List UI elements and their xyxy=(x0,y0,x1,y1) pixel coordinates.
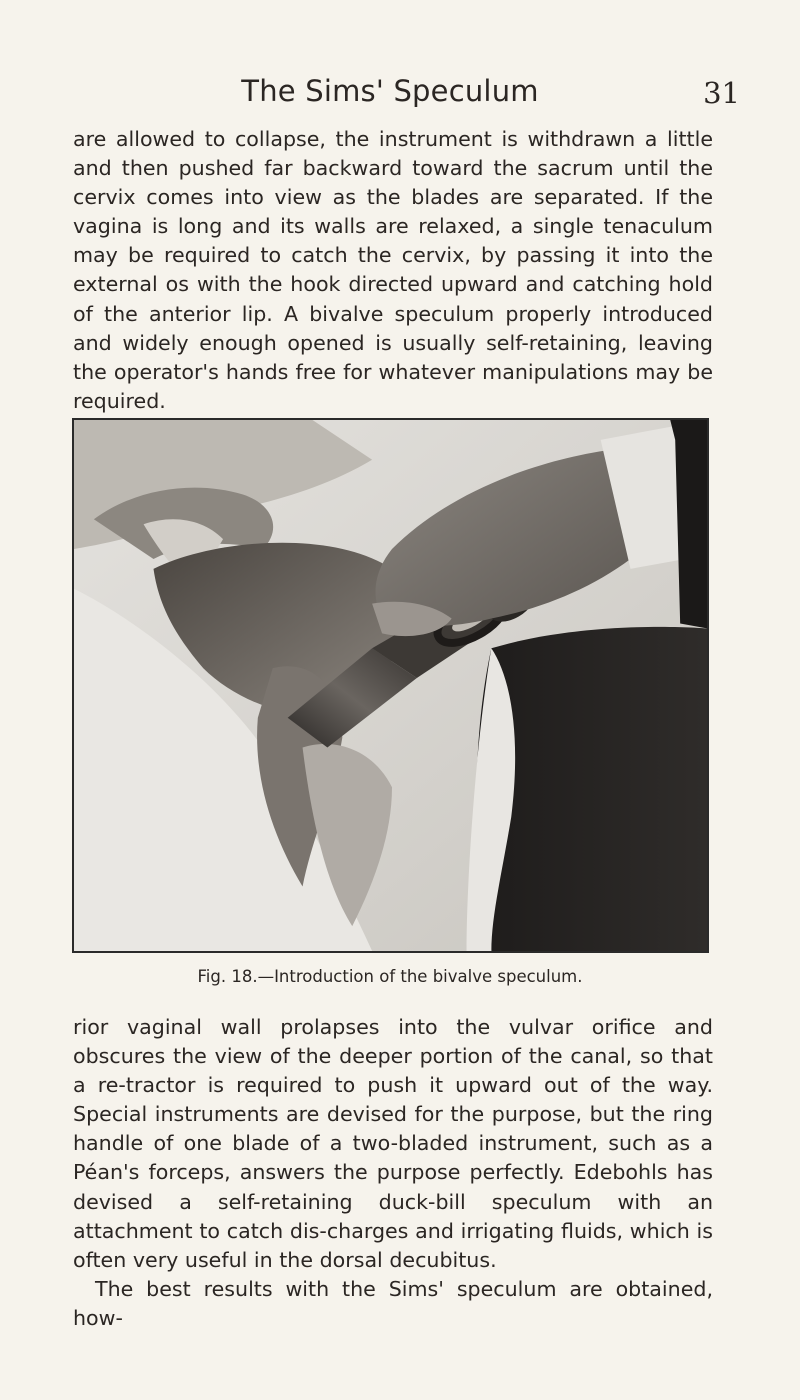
body-text-bottom xyxy=(73,1013,713,1333)
figure-photograph xyxy=(72,418,709,953)
paragraph: are allowed to collapse, the instrument is withdrawn a little and then pushed far backward toward the sacrum until the cervix comes into view as the blades are separated. If the vagina is long and its walls are relaxed, a single tenaculum may be required to catch the cervix, by passing it into the external os with the hook directed upward and catching hold of the anterior lip. A bivalve speculum properly introduced and widely enough opened is usually self-retaining, leaving the operator's hands free for whatever manipulations may be required. xyxy=(73,127,713,413)
figure-caption: Fig. 18.—Introduction of the bivalve speculum. xyxy=(197,967,583,986)
paragraph: The best results with the Sims' speculum are obtained, how- xyxy=(73,1276,713,1330)
body-text-top xyxy=(73,125,713,445)
page-number: 31 xyxy=(703,76,740,110)
running-header xyxy=(0,74,800,114)
paragraph: rior vaginal wall prolapses into the vulvar orifice and obscures the view of the deeper portion of the canal, so that a re-tractor is required to push it upward out of the way. Special instruments are devised for the purpose, but the ring handle of one blade of a two-bladed instrument, such as a Péan's forceps, answers the purpose perfectly. Edebohls has devised a self-retaining duck-bill speculum with an attachment to catch dis-charges and irrigating fluids, which is often very useful in the dorsal decubitus. xyxy=(73,1015,713,1272)
speculum-photo-illustration xyxy=(74,420,707,951)
running-title: The Sims' Speculum xyxy=(241,74,539,108)
